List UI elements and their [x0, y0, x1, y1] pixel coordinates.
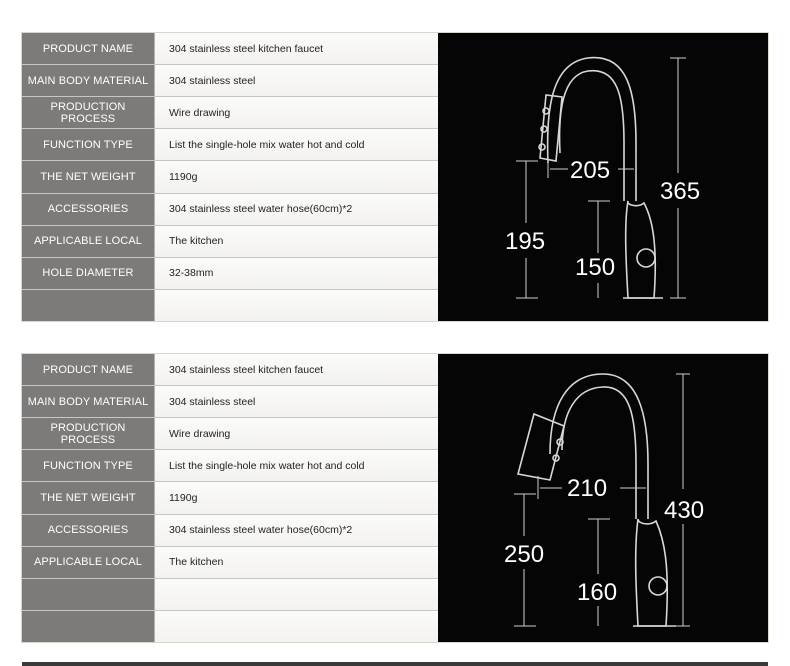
table-row: [22, 418, 438, 450]
spec-label: APPLICABLE LOCAL: [22, 226, 155, 257]
spec-value: 32-38mm: [155, 258, 438, 289]
spec-label: PRODUCT NAME: [22, 354, 155, 385]
spec-value: List the single-hole mix water hot and cold: [155, 450, 438, 481]
spray-head-icon: [518, 414, 564, 480]
spec-label: [22, 579, 155, 610]
table-row: [22, 386, 438, 418]
bottom-divider: [22, 662, 768, 666]
spec-value: 304 stainless steel kitchen faucet: [155, 33, 438, 64]
spec-label: APPLICABLE LOCAL: [22, 547, 155, 578]
spec-table-2: [22, 354, 438, 642]
spec-label: PRODUCTION PROCESS: [22, 97, 155, 128]
total-height-label: 365: [660, 178, 701, 205]
spec-value: Wire drawing: [155, 418, 438, 449]
table-row: [22, 65, 438, 97]
spec-value: [155, 611, 438, 642]
faucet-dimension-diagram-2: [438, 354, 768, 642]
table-row: [22, 579, 438, 611]
spec-label: ACCESSORIES: [22, 515, 155, 546]
spec-label: [22, 611, 155, 642]
table-row: [22, 611, 438, 642]
spec-label: FUNCTION TYPE: [22, 129, 155, 160]
table-row: [22, 97, 438, 129]
table-row: [22, 450, 438, 482]
table-row: [22, 290, 438, 321]
table-row: [22, 161, 438, 193]
spec-value: 304 stainless steel kitchen faucet: [155, 354, 438, 385]
table-row: [22, 226, 438, 258]
table-row: [22, 194, 438, 226]
spec-label: ACCESSORIES: [22, 194, 155, 225]
table-row: [22, 129, 438, 161]
handle-height-label: 160: [577, 579, 618, 606]
handle-height-label: 150: [575, 254, 616, 281]
table-row: [22, 482, 438, 514]
spec-value: 1190g: [155, 482, 438, 513]
spec-value: 304 stainless steel: [155, 65, 438, 96]
spec-label: FUNCTION TYPE: [22, 450, 155, 481]
table-row: [22, 547, 438, 579]
spec-value: 304 stainless steel water hose(60cm)*2: [155, 194, 438, 225]
spec-label: HOLE DIAMETER: [22, 258, 155, 289]
spec-label: PRODUCTION PROCESS: [22, 418, 155, 449]
spout-reach-label: 205: [570, 157, 611, 184]
spec-value: The kitchen: [155, 226, 438, 257]
spout-reach-label: 210: [567, 475, 608, 502]
spec-value: [155, 290, 438, 321]
spec-value: 304 stainless steel: [155, 386, 438, 417]
spec-value: 304 stainless steel water hose(60cm)*2: [155, 515, 438, 546]
spec-table-1: [22, 33, 438, 321]
faucet-dimension-diagram-1: [438, 33, 768, 321]
spec-value: List the single-hole mix water hot and cold: [155, 129, 438, 160]
spec-label: MAIN BODY MATERIAL: [22, 65, 155, 96]
spec-label: MAIN BODY MATERIAL: [22, 386, 155, 417]
spec-label: [22, 290, 155, 321]
spec-value: 1190g: [155, 161, 438, 192]
spec-panel-2: [22, 354, 768, 642]
spout-height-label: 250: [504, 541, 545, 568]
table-row: [22, 354, 438, 386]
spec-panel-1: [22, 33, 768, 321]
spec-label: THE NET WEIGHT: [22, 482, 155, 513]
spec-value: [155, 579, 438, 610]
table-row: [22, 258, 438, 290]
spout-height-label: 195: [505, 228, 546, 255]
faucet-handle-icon: [636, 519, 668, 626]
total-height-label: 430: [664, 497, 705, 524]
spec-value: The kitchen: [155, 547, 438, 578]
spec-label: PRODUCT NAME: [22, 33, 155, 64]
table-row: [22, 33, 438, 65]
spec-label: THE NET WEIGHT: [22, 161, 155, 192]
table-row: [22, 515, 438, 547]
spec-value: Wire drawing: [155, 97, 438, 128]
